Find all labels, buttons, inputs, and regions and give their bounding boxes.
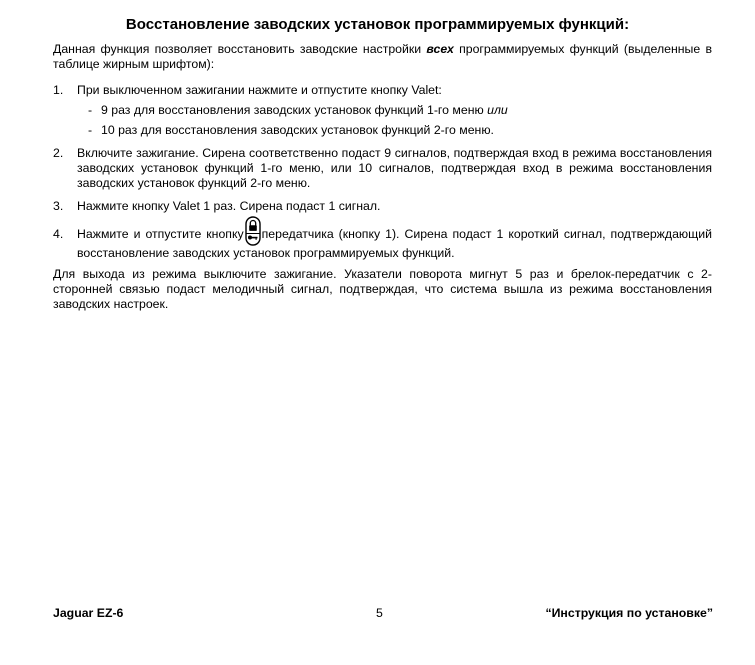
step-number: 3. [53,199,64,213]
exit-paragraph: Для выхода из режима выключите зажигание. Указатели поворота мигнут 5 раз и брелок-передатчик с 2-сторонней связью подаст мелодичный сигнал, подтверждая, что система вышла из режима восстановления заводских настроек. [53,267,712,311]
step-number: 4. [53,227,64,241]
step-text: При выключенном зажигании нажмите и отпустите кнопку Valet: [77,83,442,97]
step-text: Нажмите кнопку Valet 1 раз. Сирена подаст 1 сигнал. [77,199,381,213]
option-emphasis: или [487,103,508,117]
intro-paragraph [53,42,712,72]
intro-text-before: Данная функция позволяет восстановить заводские настройки [53,42,427,56]
step-4 [53,227,712,261]
option-text: 10 раз для восстановления заводских установок функций 2-го меню. [101,123,494,137]
step-text: Включите зажигание. Сирена соответственно подаст 9 сигналов, подтверждая вход в режима восстановления заводских установок функций 1-го меню, или 10 сигналов, подтверждая вход в режима восстановления заводских установок функций 2-го меню. [77,146,712,190]
list-dash: - [88,123,93,137]
step-2 [53,146,712,191]
footer-doc-title: “Инструкция по установке” [545,606,713,620]
step-text-after: передатчика (кнопку 1). Сирена подаст 1 короткий сигнал, подтверждающий восстановление заводских установок программируемых функций. [77,227,712,260]
footer-page-number: 5 [376,606,383,620]
list-dash: - [88,103,93,117]
document-body [53,42,712,312]
step-number: 1. [53,83,64,97]
intro-text-after: программируемых функций (выделенные в таблице жирным шрифтом): [53,42,712,71]
transmitter-lock-button-icon [245,216,261,246]
option-text: 9 раз для восстановления заводских установок функций 1-го меню [101,103,488,117]
step-3 [53,199,712,214]
step-1-option-a [77,103,712,118]
page-title: Восстановление заводских установок программируемых функций: [125,16,630,33]
step-text-before: Нажмите и отпустите кнопку [77,227,244,241]
step-number: 2. [53,146,64,160]
footer-model: Jaguar EZ-6 [53,606,124,620]
step-1-option-b [77,123,712,138]
step-1 [53,83,712,138]
intro-emphasis: всех [426,42,454,56]
